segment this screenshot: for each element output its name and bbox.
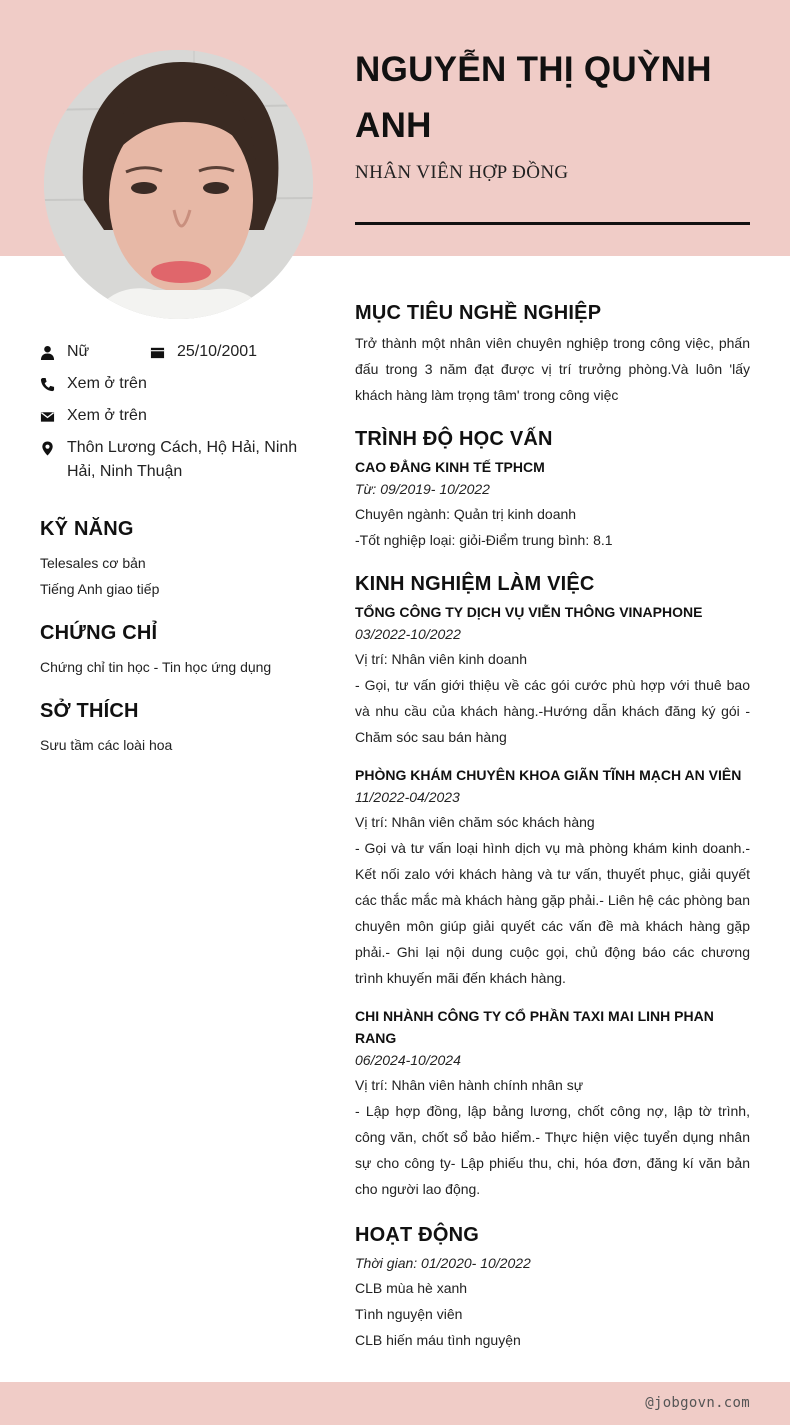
activity-item: CLB hiến máu tình nguyện xyxy=(355,1332,521,1348)
work-period: 06/2024-10/2024 xyxy=(355,1052,461,1068)
gender-value: Nữ xyxy=(67,343,90,360)
work-period: 11/2022-04/2023 xyxy=(355,789,460,805)
email-value: Xem ở trên xyxy=(67,407,147,424)
birthday-value: 25/10/2001 xyxy=(177,343,258,360)
certificates-title: CHỨNG CHỈ xyxy=(40,622,158,644)
address-value: Thôn Lương Cách, Hộ Hải, Ninh Hải, Ninh Thuận xyxy=(67,439,298,480)
work-period: 03/2022-10/2022 xyxy=(355,626,461,642)
certificate-item: Chứng chỉ tin học - Tin học ứng dụng xyxy=(40,659,272,675)
job-title: NHÂN VIÊN HỢP ĐỒNG xyxy=(355,162,569,183)
footer-band xyxy=(0,1382,790,1425)
experience-item xyxy=(355,764,750,991)
work-description: - Gọi, tư vấn giới thiệu về các gói cước phù hợp với thuê bao và nhu cầu của khách hàng.-Hướng dẫn khách đăng ký gói - Chăm sóc sau bán hàng xyxy=(355,677,750,745)
contact-email xyxy=(40,404,310,428)
hobbies-title: SỞ THÍCH xyxy=(40,700,139,722)
work-position: Vị trí: Nhân viên hành chính nhân sự xyxy=(355,1077,584,1093)
profile-photo-image xyxy=(44,50,313,319)
calendar-icon xyxy=(150,340,177,364)
contact-gender xyxy=(40,340,150,364)
skill-item: Tiếng Anh giao tiếp xyxy=(40,581,160,597)
skills-title: KỸ NĂNG xyxy=(40,518,134,540)
education-period: Từ: 09/2019- 10/2022 xyxy=(355,481,490,497)
experience-item xyxy=(355,1005,750,1202)
education-title: TRÌNH ĐỘ HỌC VẤN xyxy=(355,428,553,450)
activities-title: HOẠT ĐỘNG xyxy=(355,1224,480,1246)
phone-value: Xem ở trên xyxy=(67,375,147,392)
email-icon xyxy=(40,404,67,428)
contact-address xyxy=(40,436,310,484)
phone-icon xyxy=(40,372,67,396)
activity-item: Tình nguyện viên xyxy=(355,1306,463,1322)
contact-row-personal xyxy=(40,340,310,364)
education-major: Chuyên ngành: Quản trị kinh doanh xyxy=(355,506,577,522)
work-position: Vị trí: Nhân viên chăm sóc khách hàng xyxy=(355,814,595,830)
activities-period: Thời gian: 01/2020- 10/2022 xyxy=(355,1255,531,1271)
person-icon xyxy=(40,340,67,364)
objective-title: MỤC TIÊU NGHỀ NGHIỆP xyxy=(355,302,602,324)
objective-text: Trở thành một nhân viên chuyên nghiệp trong công việc, phấn đấu trong 3 năm đạt được vị trí trưởng phòng.Và luôn 'lấy khách hàng làm trọng tâm' trong công việc xyxy=(355,335,750,403)
hobby-item: Sưu tầm các loài hoa xyxy=(40,737,173,753)
footer-watermark: @jobgovn.com xyxy=(645,1395,750,1411)
divider xyxy=(355,222,750,225)
school-name: CAO ĐẲNG KINH TẾ TPHCM xyxy=(355,459,545,475)
company-name: PHÒNG KHÁM CHUYÊN KHOA GIÃN TĨNH MẠCH AN VIÊN xyxy=(355,767,742,783)
experience-item xyxy=(355,601,750,750)
left-column xyxy=(40,340,310,758)
contact-phone xyxy=(40,372,310,396)
skill-item: Telesales cơ bản xyxy=(40,555,146,571)
right-column xyxy=(355,300,750,1353)
experience-title: KINH NGHIỆM LÀM VIỆC xyxy=(355,573,595,595)
company-name: TỔNG CÔNG TY DỊCH VỤ VIỄN THÔNG VINAPHONE xyxy=(355,604,703,620)
activity-item: CLB mùa hè xanh xyxy=(355,1280,468,1296)
education-result: -Tốt nghiệp loại: giỏi-Điểm trung bình: 8.1 xyxy=(355,532,613,548)
contact-birthday xyxy=(150,340,257,364)
candidate-name: NGUYỄN THỊ QUỲNH ANH xyxy=(355,50,712,145)
profile-photo xyxy=(44,50,313,319)
work-position: Vị trí: Nhân viên kinh doanh xyxy=(355,651,527,667)
location-pin-icon xyxy=(40,436,67,460)
work-description: - Gọi và tư vấn loại hình dịch vụ mà phòng khám kinh doanh.-Kết nối zalo với khách hàng và tư vấn, thuyết phục, giải quyết các thắc mắc mà khách hàng gặp phải.- Liên hệ các phòng ban chuyên môn giúp giải quyết các vấn đề mà khách hàng gặp phải.- Ghi lại nội dung cuộc gọi, chủ động báo các chương trình khuyến mãi đến khách hàng. xyxy=(355,840,750,986)
company-name: CHI NHÀNH CÔNG TY CỔ PHẦN TAXI MAI LINH PHAN RANG xyxy=(355,1008,714,1046)
work-description: - Lập hợp đồng, lập bảng lương, chốt công nợ, lập tờ trình, công văn, chốt sổ bảo hiểm.- Thực hiện việc tuyển dụng nhân sự cho công ty- Lập phiếu thu, chi, hóa đơn, đăng kí văn bản cho người lao động. xyxy=(355,1103,750,1197)
